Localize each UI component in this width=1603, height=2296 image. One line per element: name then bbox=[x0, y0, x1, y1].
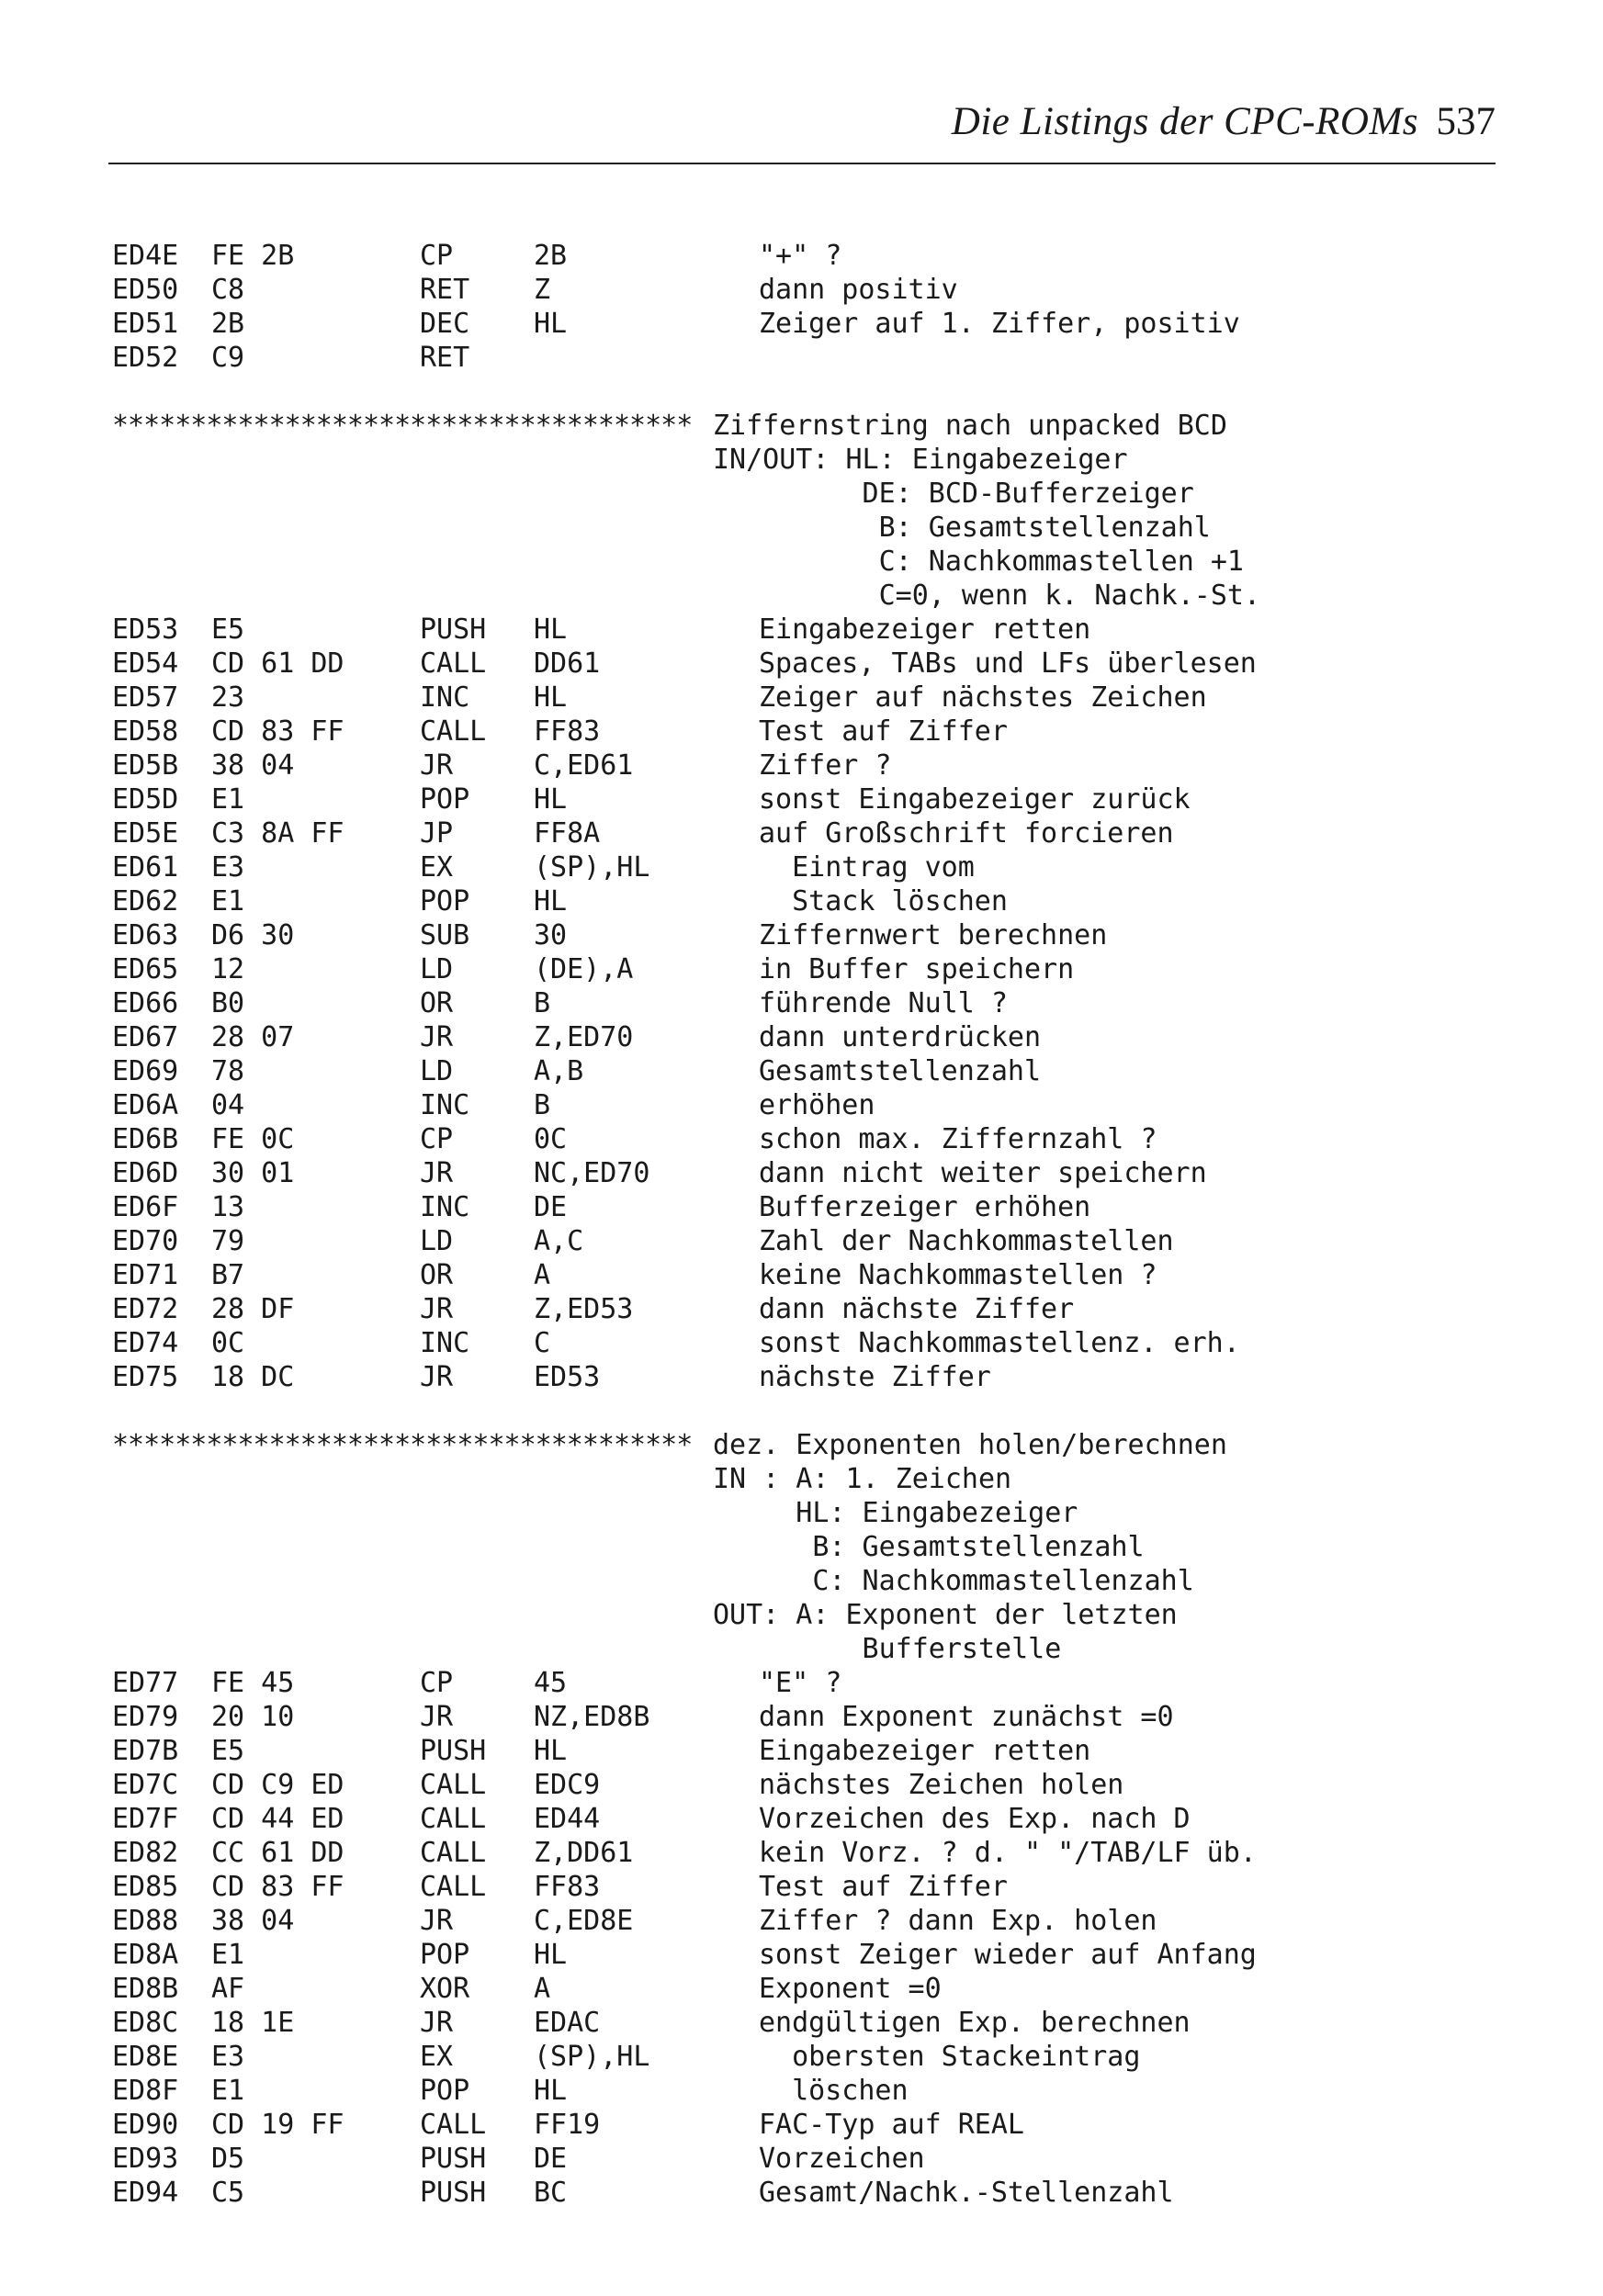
opcode-bytes: 38 04 bbox=[211, 749, 295, 782]
address: ED7F bbox=[112, 1803, 179, 1835]
code-comment: in Buffer speichern bbox=[759, 953, 1075, 985]
address: ED75 bbox=[112, 1361, 179, 1393]
mnemonic: CALL bbox=[420, 1837, 487, 1869]
section-note: HL: Eingabezeiger bbox=[713, 1497, 1078, 1529]
operand: Z,ED70 bbox=[534, 1021, 634, 1053]
page-title: Die Listings der CPC-ROMs bbox=[951, 100, 1418, 143]
opcode-bytes: CD 19 FF bbox=[211, 2109, 344, 2141]
code-line bbox=[112, 1734, 1481, 1768]
address: ED5D bbox=[112, 783, 179, 816]
mnemonic: LD bbox=[420, 953, 454, 985]
opcode-bytes: 12 bbox=[211, 953, 245, 985]
code-line bbox=[112, 273, 1481, 307]
code-comment: Ziffer ? dann Exp. holen bbox=[759, 1905, 1157, 1937]
section-note: C: Nachkommastellenzahl bbox=[713, 1565, 1194, 1597]
blank-line bbox=[112, 1394, 1481, 1428]
code-comment: führende Null ? bbox=[759, 987, 1008, 1019]
code-comment: Eingabezeiger retten bbox=[759, 613, 1091, 646]
section-note: IN : A: 1. Zeichen bbox=[713, 1463, 1012, 1495]
mnemonic: PUSH bbox=[420, 2143, 487, 2175]
code-line bbox=[112, 1972, 1481, 2006]
mnemonic: JR bbox=[420, 2007, 454, 2039]
address: ED69 bbox=[112, 1055, 179, 1087]
address: ED51 bbox=[112, 308, 179, 340]
code-comment: FAC-Typ auf REAL bbox=[759, 2109, 1024, 2141]
operand: NC,ED70 bbox=[534, 1157, 650, 1189]
address: ED5E bbox=[112, 817, 179, 850]
section-note: OUT: A: Exponent der letzten bbox=[713, 1599, 1178, 1631]
address: ED58 bbox=[112, 715, 179, 748]
code-line bbox=[112, 341, 1481, 375]
address: ED82 bbox=[112, 1837, 179, 1869]
code-comment: Test auf Ziffer bbox=[759, 715, 1008, 748]
operand: 45 bbox=[534, 1667, 568, 1699]
operand: HL bbox=[534, 1939, 568, 1971]
address: ED71 bbox=[112, 1259, 179, 1291]
blank-line bbox=[112, 375, 1481, 409]
code-line bbox=[112, 1258, 1481, 1292]
section-note-line bbox=[112, 1462, 1481, 1496]
section-separator bbox=[112, 1428, 1481, 1462]
mnemonic: EX bbox=[420, 2041, 454, 2073]
code-line bbox=[112, 986, 1481, 1020]
operand: (SP),HL bbox=[534, 851, 650, 884]
operand: (DE),A bbox=[534, 953, 634, 985]
opcode-bytes: B7 bbox=[211, 1259, 245, 1291]
code-comment: Zeiger auf nächstes Zeichen bbox=[759, 681, 1207, 714]
address: ED77 bbox=[112, 1667, 179, 1699]
operand: NZ,ED8B bbox=[534, 1701, 650, 1733]
opcode-bytes: 30 01 bbox=[211, 1157, 295, 1189]
opcode-bytes: CD 83 FF bbox=[211, 1871, 344, 1903]
operand: 2B bbox=[534, 240, 568, 272]
section-note-line bbox=[112, 443, 1481, 477]
section-note-line bbox=[112, 579, 1481, 613]
mnemonic: CALL bbox=[420, 1769, 487, 1801]
opcode-bytes: 38 04 bbox=[211, 1905, 295, 1937]
code-comment: erhöhen bbox=[759, 1089, 875, 1121]
operand: DE bbox=[534, 1191, 568, 1223]
code-comment: nächste Ziffer bbox=[759, 1361, 991, 1393]
code-comment: "+" ? bbox=[759, 240, 842, 272]
opcode-bytes: C3 8A FF bbox=[211, 817, 344, 850]
section-note-line bbox=[112, 1632, 1481, 1666]
address: ED6F bbox=[112, 1191, 179, 1223]
operand: A bbox=[534, 1973, 551, 2005]
mnemonic: OR bbox=[420, 1259, 454, 1291]
opcode-bytes: D6 30 bbox=[211, 919, 295, 951]
code-line bbox=[112, 1292, 1481, 1326]
operand: C,ED8E bbox=[534, 1905, 634, 1937]
code-line bbox=[112, 2074, 1481, 2108]
address: ED6A bbox=[112, 1089, 179, 1121]
section-note: Ziffernstring nach unpacked BCD bbox=[713, 410, 1227, 442]
opcode-bytes: E3 bbox=[211, 851, 245, 884]
operand: HL bbox=[534, 613, 568, 646]
code-line bbox=[112, 1768, 1481, 1802]
section-note-line bbox=[112, 511, 1481, 545]
operand: B bbox=[534, 1089, 551, 1121]
code-comment: Gesamt/Nachk.-Stellenzahl bbox=[759, 2177, 1174, 2209]
opcode-bytes: D5 bbox=[211, 2143, 245, 2175]
mnemonic: CALL bbox=[420, 2109, 487, 2141]
opcode-bytes: CD 44 ED bbox=[211, 1803, 344, 1835]
code-line bbox=[112, 1190, 1481, 1224]
mnemonic: JR bbox=[420, 749, 454, 782]
code-line bbox=[112, 1054, 1481, 1088]
section-note-line bbox=[112, 1530, 1481, 1564]
opcode-bytes: CC 61 DD bbox=[211, 1837, 344, 1869]
code-line bbox=[112, 918, 1481, 952]
section-note: DE: BCD-Bufferzeiger bbox=[713, 478, 1194, 510]
mnemonic: PUSH bbox=[420, 2177, 487, 2209]
code-line bbox=[112, 681, 1481, 715]
code-comment: Ziffernwert berechnen bbox=[759, 919, 1108, 951]
mnemonic: CALL bbox=[420, 647, 487, 680]
opcode-bytes: 28 DF bbox=[211, 1293, 295, 1325]
code-comment: dann nächste Ziffer bbox=[759, 1293, 1075, 1325]
opcode-bytes: E3 bbox=[211, 2041, 245, 2073]
mnemonic: JR bbox=[420, 1905, 454, 1937]
code-line bbox=[112, 1360, 1481, 1394]
address: ED93 bbox=[112, 2143, 179, 2175]
address: ED67 bbox=[112, 1021, 179, 1053]
opcode-bytes: 78 bbox=[211, 1055, 245, 1087]
section-note: B: Gesamtstellenzahl bbox=[713, 1531, 1145, 1563]
code-comment: keine Nachkommastellen ? bbox=[759, 1259, 1157, 1291]
code-line bbox=[112, 1870, 1481, 1904]
code-line bbox=[112, 1156, 1481, 1190]
mnemonic: POP bbox=[420, 885, 470, 917]
opcode-bytes: 0C bbox=[211, 1327, 245, 1359]
address: ED65 bbox=[112, 953, 179, 985]
section-note-line bbox=[112, 545, 1481, 579]
operand: HL bbox=[534, 885, 568, 917]
code-line bbox=[112, 2006, 1481, 2040]
code-line bbox=[112, 1938, 1481, 1972]
mnemonic: PUSH bbox=[420, 1735, 487, 1767]
code-comment: Vorzeichen bbox=[759, 2143, 925, 2175]
address: ED6D bbox=[112, 1157, 179, 1189]
header-rule bbox=[108, 163, 1496, 164]
code-comment: obersten Stackeintrag bbox=[759, 2041, 1141, 2073]
code-line bbox=[112, 816, 1481, 850]
code-comment: Eintrag vom bbox=[759, 851, 975, 884]
code-line bbox=[112, 239, 1481, 273]
opcode-bytes: E1 bbox=[211, 2075, 245, 2107]
address: ED7B bbox=[112, 1735, 179, 1767]
mnemonic: CP bbox=[420, 240, 454, 272]
section-note: C: Nachkommastellen +1 bbox=[713, 546, 1244, 578]
code-line bbox=[112, 884, 1481, 918]
code-comment: Zeiger auf 1. Ziffer, positiv bbox=[759, 308, 1240, 340]
operand: C,ED61 bbox=[534, 749, 634, 782]
mnemonic: CP bbox=[420, 1123, 454, 1155]
code-line bbox=[112, 1700, 1481, 1734]
address: ED90 bbox=[112, 2109, 179, 2141]
code-line bbox=[112, 1836, 1481, 1870]
code-comment: Spaces, TABs und LFs überlesen bbox=[759, 647, 1257, 680]
code-comment: Stack löschen bbox=[759, 885, 1008, 917]
operand: B bbox=[534, 987, 551, 1019]
code-line bbox=[112, 2040, 1481, 2074]
mnemonic: SUB bbox=[420, 919, 470, 951]
operand: HL bbox=[534, 681, 568, 714]
code-line bbox=[112, 613, 1481, 647]
operand: FF8A bbox=[534, 817, 601, 850]
section-note-line bbox=[112, 1598, 1481, 1632]
address: ED8A bbox=[112, 1939, 179, 1971]
address: ED63 bbox=[112, 919, 179, 951]
opcode-bytes: CD 61 DD bbox=[211, 647, 344, 680]
address: ED8C bbox=[112, 2007, 179, 2039]
opcode-bytes: C8 bbox=[211, 274, 245, 306]
mnemonic: CALL bbox=[420, 715, 487, 748]
opcode-bytes: 28 07 bbox=[211, 1021, 295, 1053]
page-header bbox=[108, 96, 1496, 160]
mnemonic: POP bbox=[420, 783, 470, 816]
address: ED85 bbox=[112, 1871, 179, 1903]
operand: FF83 bbox=[534, 1871, 601, 1903]
code-line bbox=[112, 1666, 1481, 1700]
section-note-line bbox=[112, 477, 1481, 511]
mnemonic: RET bbox=[420, 274, 470, 306]
mnemonic: RET bbox=[420, 342, 470, 374]
section-separator bbox=[112, 409, 1481, 443]
mnemonic: INC bbox=[420, 1327, 470, 1359]
opcode-bytes: 79 bbox=[211, 1225, 245, 1257]
opcode-bytes: CD 83 FF bbox=[211, 715, 344, 748]
code-line bbox=[112, 782, 1481, 816]
operand: Z,DD61 bbox=[534, 1837, 634, 1869]
operand: C bbox=[534, 1327, 551, 1359]
operand: Z bbox=[534, 274, 551, 306]
separator-stars: ************************************* bbox=[112, 1429, 693, 1461]
opcode-bytes: 18 DC bbox=[211, 1361, 295, 1393]
address: ED54 bbox=[112, 647, 179, 680]
code-comment: löschen bbox=[759, 2075, 909, 2107]
opcode-bytes: 23 bbox=[211, 681, 245, 714]
address: ED72 bbox=[112, 1293, 179, 1325]
mnemonic: OR bbox=[420, 987, 454, 1019]
opcode-bytes: E1 bbox=[211, 1939, 245, 1971]
address: ED8B bbox=[112, 1973, 179, 2005]
mnemonic: CALL bbox=[420, 1871, 487, 1903]
opcode-bytes: 2B bbox=[211, 308, 245, 340]
mnemonic: CALL bbox=[420, 1803, 487, 1835]
code-line bbox=[112, 1326, 1481, 1360]
opcode-bytes: E1 bbox=[211, 885, 245, 917]
address: ED61 bbox=[112, 851, 179, 884]
opcode-bytes: FE 0C bbox=[211, 1123, 295, 1155]
opcode-bytes: C9 bbox=[211, 342, 245, 374]
address: ED8E bbox=[112, 2041, 179, 2073]
code-line bbox=[112, 1904, 1481, 1938]
mnemonic: DEC bbox=[420, 308, 470, 340]
address: ED5B bbox=[112, 749, 179, 782]
operand: A,B bbox=[534, 1055, 584, 1087]
operand: ED44 bbox=[534, 1803, 601, 1835]
address: ED88 bbox=[112, 1905, 179, 1937]
code-comment: schon max. Ziffernzahl ? bbox=[759, 1123, 1157, 1155]
mnemonic: JR bbox=[420, 1021, 454, 1053]
opcode-bytes: 20 10 bbox=[211, 1701, 295, 1733]
address: ED7C bbox=[112, 1769, 179, 1801]
mnemonic: POP bbox=[420, 2075, 470, 2107]
opcode-bytes: 13 bbox=[211, 1191, 245, 1223]
opcode-bytes: 04 bbox=[211, 1089, 245, 1121]
code-line bbox=[112, 748, 1481, 782]
code-comment: dann positiv bbox=[759, 274, 958, 306]
code-comment: Zahl der Nachkommastellen bbox=[759, 1225, 1174, 1257]
code-line bbox=[112, 1122, 1481, 1156]
section-note-line bbox=[112, 1496, 1481, 1530]
address: ED70 bbox=[112, 1225, 179, 1257]
mnemonic: INC bbox=[420, 681, 470, 714]
address: ED66 bbox=[112, 987, 179, 1019]
code-comment: Bufferzeiger erhöhen bbox=[759, 1191, 1091, 1223]
section-note: C=0, wenn k. Nachk.-St. bbox=[713, 580, 1261, 612]
mnemonic: JR bbox=[420, 1157, 454, 1189]
operand: DE bbox=[534, 2143, 568, 2175]
mnemonic: INC bbox=[420, 1191, 470, 1223]
code-line bbox=[112, 952, 1481, 986]
operand: 30 bbox=[534, 919, 568, 951]
address: ED6B bbox=[112, 1123, 179, 1155]
code-comment: Ziffer ? bbox=[759, 749, 892, 782]
address: ED50 bbox=[112, 274, 179, 306]
code-comment: Vorzeichen des Exp. nach D bbox=[759, 1803, 1191, 1835]
code-comment: kein Vorz. ? d. " "/TAB/LF üb. bbox=[759, 1837, 1257, 1869]
operand: HL bbox=[534, 308, 568, 340]
code-comment: Test auf Ziffer bbox=[759, 1871, 1008, 1903]
opcode-bytes: C5 bbox=[211, 2177, 245, 2209]
mnemonic: POP bbox=[420, 1939, 470, 1971]
code-line bbox=[112, 307, 1481, 341]
code-comment: auf Großschrift forcieren bbox=[759, 817, 1174, 850]
mnemonic: CP bbox=[420, 1667, 454, 1699]
address: ED53 bbox=[112, 613, 179, 646]
code-comment: Exponent =0 bbox=[759, 1973, 942, 2005]
opcode-bytes: 18 1E bbox=[211, 2007, 295, 2039]
mnemonic: PUSH bbox=[420, 613, 487, 646]
opcode-bytes: E1 bbox=[211, 783, 245, 816]
opcode-bytes: FE 2B bbox=[211, 240, 295, 272]
opcode-bytes: CD C9 ED bbox=[211, 1769, 344, 1801]
code-comment: sonst Zeiger wieder auf Anfang bbox=[759, 1939, 1257, 1971]
mnemonic: EX bbox=[420, 851, 454, 884]
section-note: IN/OUT: HL: Eingabezeiger bbox=[713, 444, 1128, 476]
section-note: dez. Exponenten holen/berechnen bbox=[713, 1429, 1227, 1461]
operand: ED53 bbox=[534, 1361, 601, 1393]
operand: EDAC bbox=[534, 2007, 601, 2039]
code-comment: nächstes Zeichen holen bbox=[759, 1769, 1124, 1801]
address: ED52 bbox=[112, 342, 179, 374]
code-comment: sonst Nachkommastellenz. erh. bbox=[759, 1327, 1240, 1359]
operand: 0C bbox=[534, 1123, 568, 1155]
operand: EDC9 bbox=[534, 1769, 601, 1801]
mnemonic: XOR bbox=[420, 1973, 470, 2005]
mnemonic: INC bbox=[420, 1089, 470, 1121]
section-note: Bufferstelle bbox=[713, 1633, 1062, 1665]
code-line bbox=[112, 2176, 1481, 2210]
operand: FF19 bbox=[534, 2109, 601, 2141]
section-note: B: Gesamtstellenzahl bbox=[713, 512, 1211, 544]
code-line bbox=[112, 1224, 1481, 1258]
code-comment: sonst Eingabezeiger zurück bbox=[759, 783, 1191, 816]
address: ED8F bbox=[112, 2075, 179, 2107]
address: ED57 bbox=[112, 681, 179, 714]
section-note-line bbox=[112, 1564, 1481, 1598]
code-comment: "E" ? bbox=[759, 1667, 842, 1699]
operand: A bbox=[534, 1259, 551, 1291]
opcode-bytes: AF bbox=[211, 1973, 245, 2005]
opcode-bytes: E5 bbox=[211, 613, 245, 646]
code-line bbox=[112, 647, 1481, 681]
code-comment: Gesamtstellenzahl bbox=[759, 1055, 1042, 1087]
address: ED74 bbox=[112, 1327, 179, 1359]
page-number: 537 bbox=[1436, 100, 1496, 143]
operand: Z,ED53 bbox=[534, 1293, 634, 1325]
address: ED62 bbox=[112, 885, 179, 917]
operand: HL bbox=[534, 783, 568, 816]
address: ED94 bbox=[112, 2177, 179, 2209]
code-comment: dann Exponent zunächst =0 bbox=[759, 1701, 1174, 1733]
mnemonic: JR bbox=[420, 1701, 454, 1733]
address: ED79 bbox=[112, 1701, 179, 1733]
opcode-bytes: FE 45 bbox=[211, 1667, 295, 1699]
mnemonic: LD bbox=[420, 1055, 454, 1087]
opcode-bytes: E5 bbox=[211, 1735, 245, 1767]
mnemonic: LD bbox=[420, 1225, 454, 1257]
code-line bbox=[112, 1802, 1481, 1836]
opcode-bytes: B0 bbox=[211, 987, 245, 1019]
separator-stars: ************************************* bbox=[112, 410, 693, 442]
operand: (SP),HL bbox=[534, 2041, 650, 2073]
operand: FF83 bbox=[534, 715, 601, 748]
mnemonic: JP bbox=[420, 817, 454, 850]
operand: A,C bbox=[534, 1225, 584, 1257]
assembler-listing bbox=[112, 239, 1481, 2210]
code-line bbox=[112, 1020, 1481, 1054]
mnemonic: JR bbox=[420, 1361, 454, 1393]
operand: HL bbox=[534, 2075, 568, 2107]
code-comment: dann nicht weiter speichern bbox=[759, 1157, 1207, 1189]
code-comment: Eingabezeiger retten bbox=[759, 1735, 1091, 1767]
operand: DD61 bbox=[534, 647, 601, 680]
code-line bbox=[112, 2142, 1481, 2176]
operand: BC bbox=[534, 2177, 568, 2209]
code-line bbox=[112, 850, 1481, 884]
code-line bbox=[112, 2108, 1481, 2142]
code-line bbox=[112, 715, 1481, 748]
mnemonic: JR bbox=[420, 1293, 454, 1325]
code-line bbox=[112, 1088, 1481, 1122]
operand: HL bbox=[534, 1735, 568, 1767]
code-comment: dann unterdrücken bbox=[759, 1021, 1042, 1053]
address: ED4E bbox=[112, 240, 179, 272]
code-comment: endgültigen Exp. berechnen bbox=[759, 2007, 1191, 2039]
